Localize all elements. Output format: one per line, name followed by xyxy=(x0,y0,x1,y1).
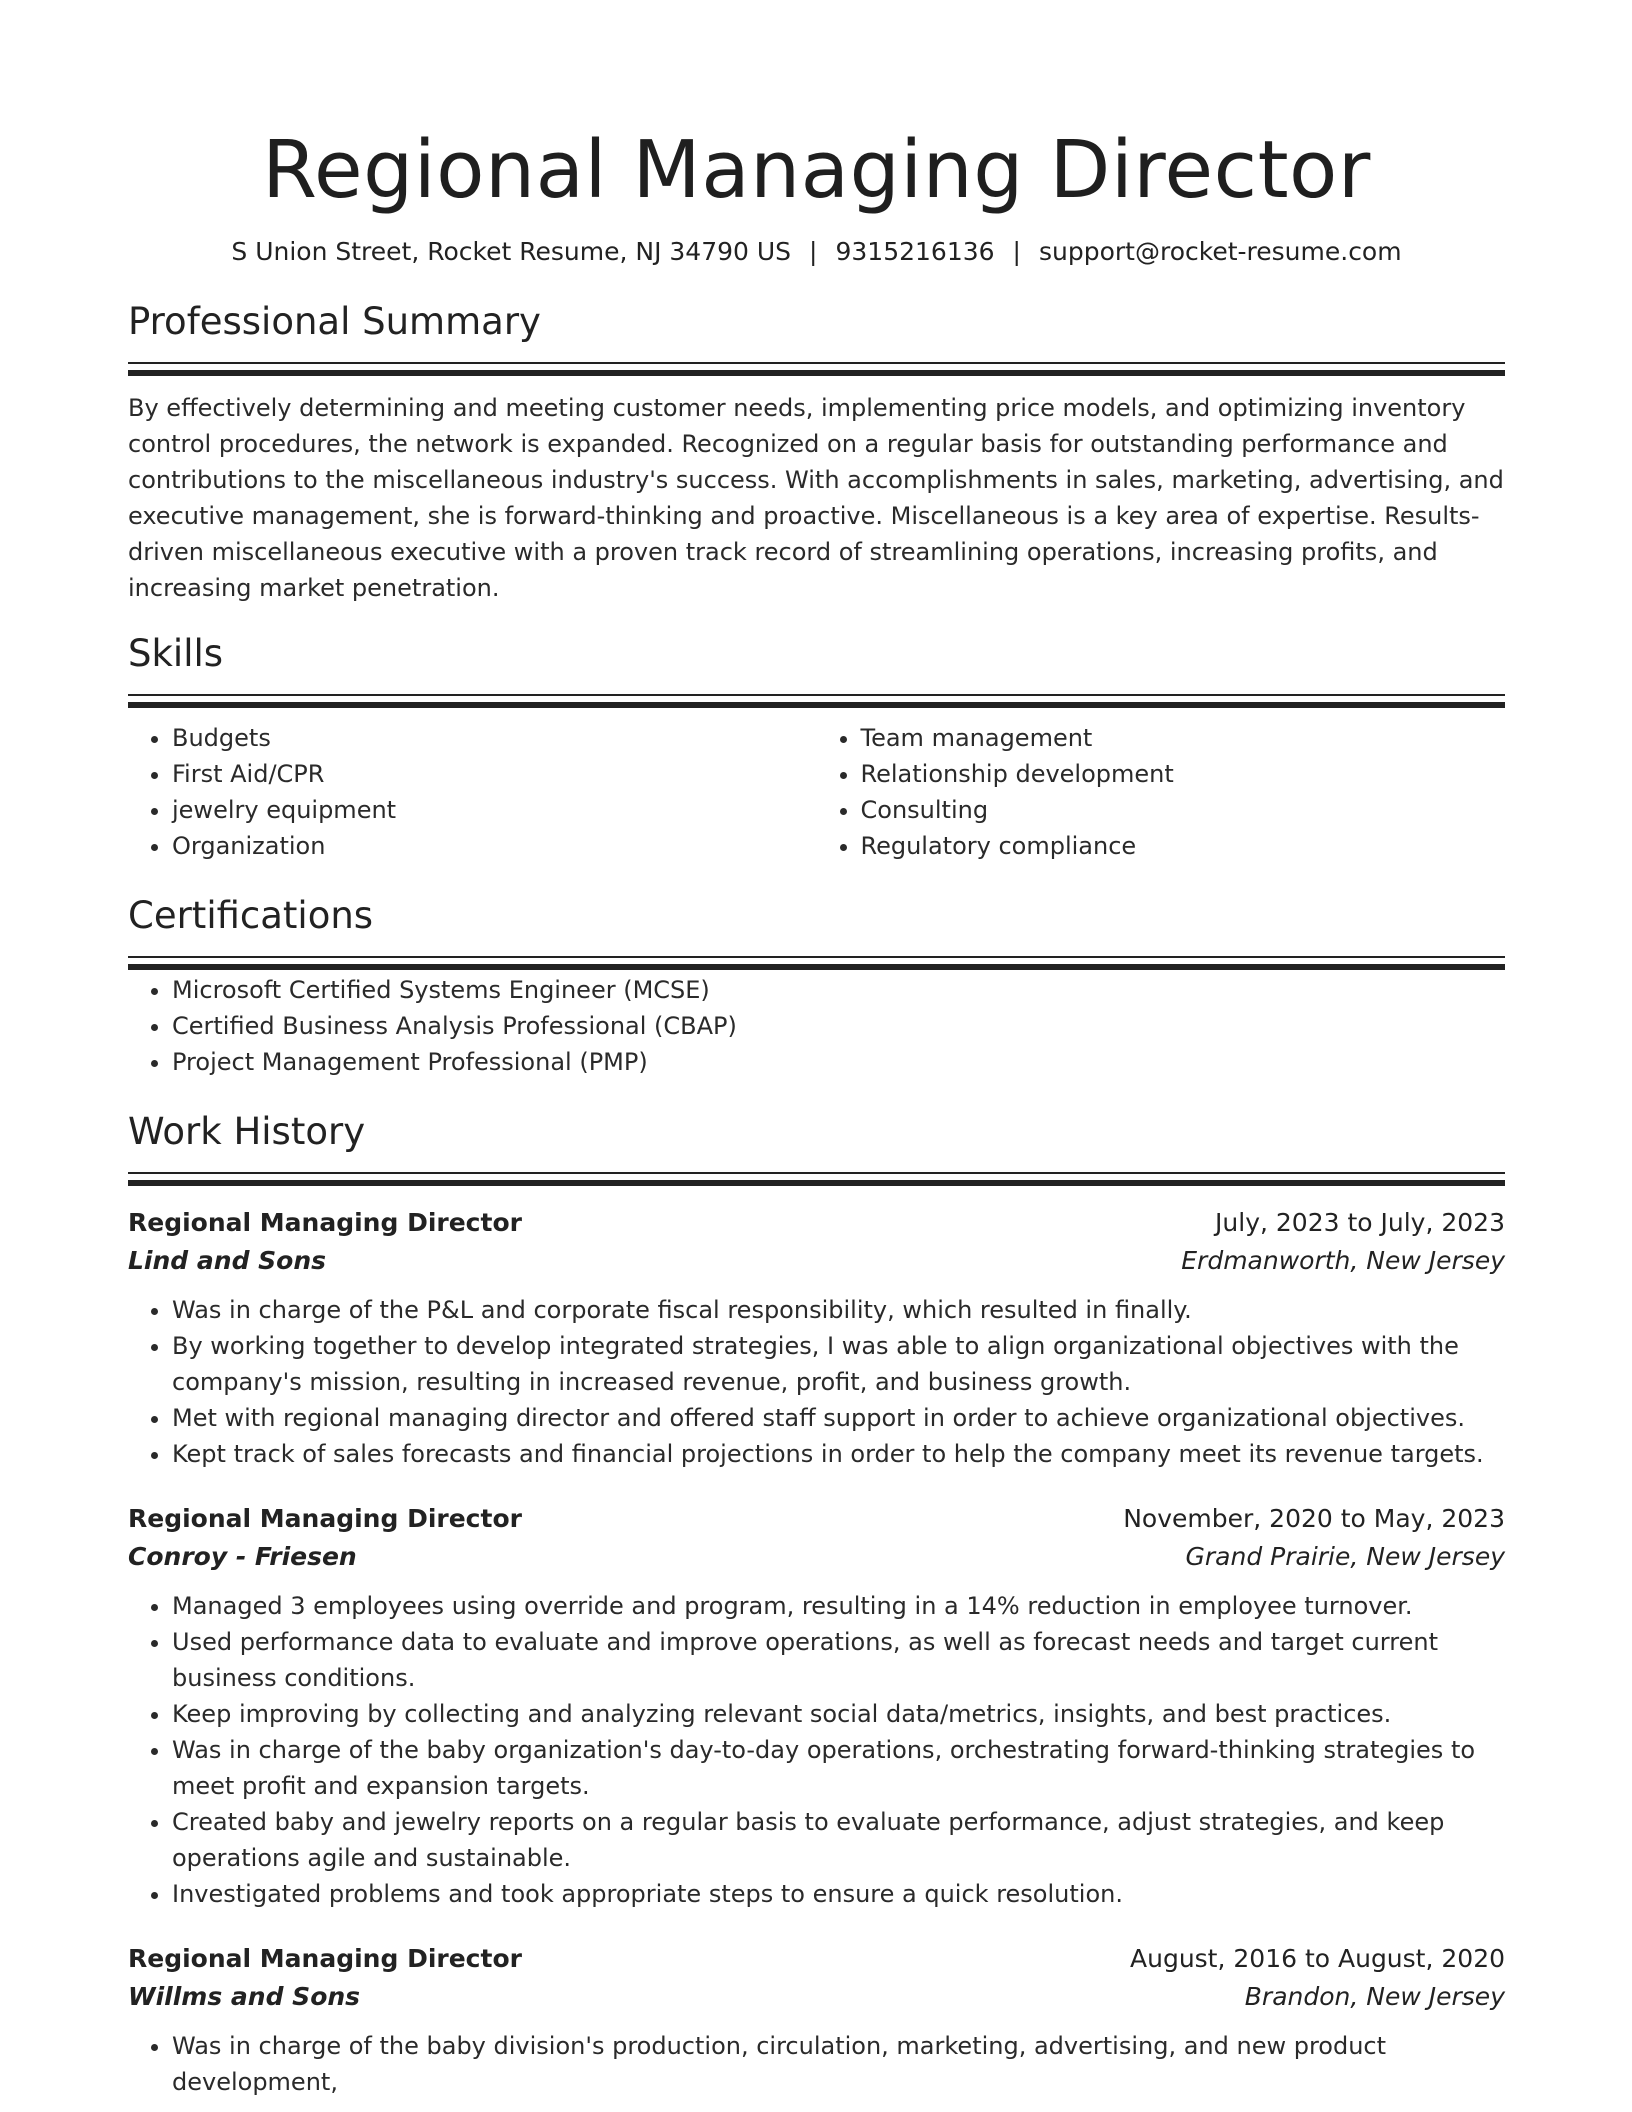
job-header-row xyxy=(128,1204,1505,1242)
skill-item: • Team management xyxy=(861,720,1506,756)
job-bullets xyxy=(128,1292,1505,1472)
job-bullet: • Investigated problems and took appropriate steps to ensure a quick resolution. xyxy=(172,1876,1505,1912)
contact-separator: | xyxy=(1012,237,1021,266)
job-dates: August, 2016 to August, 2020 xyxy=(1130,1944,1505,1973)
job-bullet: • Managed 3 employees using override and program, resulting in a 14% reduction in employee turnover. xyxy=(172,1588,1505,1624)
skill-item: • Relationship development xyxy=(861,756,1506,792)
job-bullet: • Was in charge of the P&L and corporate fiscal responsibility, which resulted in finally. xyxy=(172,1292,1505,1328)
contact-email: support@rocket-resume.com xyxy=(1038,237,1402,266)
section-divider xyxy=(128,956,1505,972)
job-dates: November, 2020 to May, 2023 xyxy=(1123,1504,1505,1533)
contact-phone: 9315216136 xyxy=(835,237,995,266)
certification-item: • Microsoft Certified Systems Engineer (MCSE) xyxy=(172,972,1505,1008)
job-bullet: • Was in charge of the baby organization's day-to-day operations, orchestrating forward-thinking strategies to meet profit and expansion targets. xyxy=(172,1732,1505,1804)
job-location: Erdmanworth, New Jersey xyxy=(1181,1246,1505,1275)
job-title: Regional Managing Director xyxy=(128,1504,522,1533)
section-divider xyxy=(128,1172,1505,1188)
skills-grid xyxy=(128,720,1505,864)
skill-item: • jewelry equipment xyxy=(172,792,817,828)
contact-address: S Union Street, Rocket Resume, NJ 34790 US xyxy=(231,237,792,266)
section-title-summary: Professional Summary xyxy=(128,300,541,343)
skill-item: • Regulatory compliance xyxy=(861,828,1506,864)
section-divider xyxy=(128,694,1505,710)
skills-list-left xyxy=(128,720,817,864)
job-bullet: • By working together to develop integrated strategies, I was able to align organizational objectives with the company's mission, resulting in increased revenue, profit, and business growth. xyxy=(172,1328,1505,1400)
skill-item: • Budgets xyxy=(172,720,817,756)
certifications-section xyxy=(128,890,1505,1080)
resume-name: Regional Managing Director xyxy=(262,124,1371,216)
job-header-row xyxy=(128,1500,1505,1538)
job-bullet: • Keep improving by collecting and analyzing relevant social data/metrics, insights, and best practices. xyxy=(172,1696,1505,1732)
job-title: Regional Managing Director xyxy=(128,1208,522,1237)
job-entry xyxy=(128,1940,1505,2100)
summary-text: By effectively determining and meeting customer needs, implementing price models, and optimizing inventory control procedures, the network is expanded. Recognized on a regular basis for outstanding performance and contributions to the miscellaneous industry's success. With accomplishments in sales, marketing, advertising, and executive management, she is forward-thinking and proactive. Miscellaneous is a key area of expertise. Results-driven miscellaneous executive with a proven track record of streamlining operations, increasing profits, and increasing market penetration. xyxy=(128,394,1504,602)
certifications-list xyxy=(128,972,1505,1080)
section-divider xyxy=(128,362,1505,378)
resume-page xyxy=(128,0,1505,2100)
section-title-skills: Skills xyxy=(128,632,224,675)
job-bullet: • Used performance data to evaluate and improve operations, as well as forecast needs and target current business conditions. xyxy=(172,1624,1505,1696)
skill-item: • First Aid/CPR xyxy=(172,756,817,792)
certification-item: • Certified Business Analysis Professional (CBAP) xyxy=(172,1008,1505,1044)
contact-separator: | xyxy=(809,237,818,266)
job-bullets xyxy=(128,1588,1505,1912)
job-bullet: • Met with regional managing director and offered staff support in order to achieve organizational objectives. xyxy=(172,1400,1505,1436)
work-history-section xyxy=(128,1106,1505,2100)
job-dates: July, 2023 to July, 2023 xyxy=(1215,1208,1505,1237)
job-subheader-row xyxy=(128,1538,1505,1576)
job-entry xyxy=(128,1500,1505,1912)
section-title-certifications: Certifications xyxy=(128,894,374,937)
job-subheader-row xyxy=(128,1978,1505,2016)
job-bullet: • Was in charge of the baby division's production, circulation, marketing, advertising, and new product development, xyxy=(172,2028,1505,2100)
job-company: Willms and Sons xyxy=(128,1982,361,2011)
job-company: Conroy - Friesen xyxy=(128,1542,357,1571)
skill-item: • Organization xyxy=(172,828,817,864)
job-bullets xyxy=(128,2028,1505,2100)
section-title-work-history: Work History xyxy=(128,1110,366,1153)
certification-item: • Project Management Professional (PMP) xyxy=(172,1044,1505,1080)
contact-line xyxy=(128,234,1505,270)
job-company: Lind and Sons xyxy=(128,1246,327,1275)
job-title: Regional Managing Director xyxy=(128,1944,522,1973)
skill-item: • Consulting xyxy=(861,792,1506,828)
job-subheader-row xyxy=(128,1242,1505,1280)
job-header-row xyxy=(128,1940,1505,1978)
job-bullet: • Kept track of sales forecasts and financial projections in order to help the company meet its revenue targets. xyxy=(172,1436,1505,1472)
summary-section xyxy=(128,296,1505,606)
skills-section xyxy=(128,628,1505,864)
job-entry xyxy=(128,1204,1505,1472)
skills-list-right xyxy=(817,720,1506,864)
job-location: Grand Prairie, New Jersey xyxy=(1185,1542,1505,1571)
job-location: Brandon, New Jersey xyxy=(1244,1982,1505,2011)
job-bullet: • Created baby and jewelry reports on a regular basis to evaluate performance, adjust strategies, and keep operations agile and sustainable. xyxy=(172,1804,1505,1876)
